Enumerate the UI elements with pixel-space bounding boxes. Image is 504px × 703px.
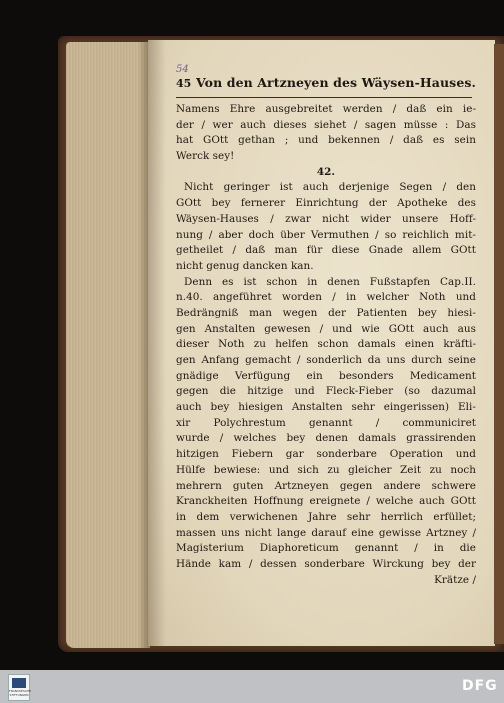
text-line: Hände kam / dessen sonderbare Wirckung bey der [176,557,476,570]
text-line: massen uns nicht lange darauf eine gewisse Artzney / [176,526,476,539]
text-line: hitzigen Fiebern gar sonderbare Operation und [176,448,476,461]
text-line: nung / aber doch über Vermuthen / so reichlich mit- [176,228,476,241]
library-logo[interactable] [8,674,30,701]
text-line: Werck sey! [176,150,235,163]
text-line: Magisterium Diaphoreticum genannt / in die [176,542,476,555]
dfg-logo[interactable]: DFG [462,678,498,694]
text-line: dieser Noth zu helfen schon damals einen kräfti- [176,338,476,351]
text-line: GOtt bey fernerer Einrichtung der Apotheke des [176,197,476,210]
facing-page-edge [494,44,504,644]
library-logo-icon [12,678,26,688]
text-line: der / wer auch dieses siehet / sagen müsse : Das [176,118,476,131]
text-line: gen Anstalten gewesen / und wie GOtt auch aus [176,322,476,335]
text-line: getheilet / daß man für diese Gnade allem GOtt [176,244,476,257]
handwritten-page-number: 54 [176,64,189,75]
page-gutter-shadow [148,40,166,646]
text-line: Namens Ehre ausgebreitet werden / daß ein ie- [176,103,476,115]
text-line: Kranckheiten Hoffnung ereignete / welche auch GOtt [176,495,476,508]
text-line: Bedrängniß man wegen der Patienten bey hiesi- [176,306,476,319]
text-line: gnädige Verfügung ein besonders Medicament [176,369,476,382]
text-line: mehrern guten Artzneyen gegen andere schwere [176,479,476,492]
viewer-footer-bar [0,670,504,703]
running-head: Von den Artzneyen des Wäysen-Hauses. [196,75,476,90]
page-header [176,74,476,96]
text-line: nicht genug dancken kan. [176,259,314,272]
text-line: Wäysen-Hauses / zwar nicht wider unsere Hoff- [176,212,476,225]
text-line: xir Polychrestum genannt / communiciret [176,416,476,429]
page-edges [66,42,150,648]
printed-page-number: 45 [176,77,192,90]
section-number: 42. [316,165,336,178]
header-rule [176,97,472,98]
text-line: gegen die hitzige und Fleck-Fieber (so dazumal [176,385,476,398]
text-line: auch bey hiesigen Anstalten sehr eingerissen) Eli- [176,401,476,414]
text-line: Krätze / [434,573,476,586]
text-line: n.40. angeführet worden / in welcher Noth und [176,291,476,304]
text-line: wurde / welches bey denen damals grassirenden [176,432,476,445]
text-line: Nicht geringer ist auch derjenige Segen / den [184,181,476,194]
text-line: hat GOtt gethan ; und bekennen / daß es sein [176,134,476,147]
library-logo-caption: FRANCKESCHE STIFTUNGEN [9,689,32,697]
text-line: in dem verwichenen Jahre sehr herrlich erfüllet; [176,510,476,523]
text-line: gen Anfang gemacht / sonderlich da uns durch seine [176,354,476,366]
body-text [176,102,476,588]
text-line: Hülfe bewiese: und sich zu gleicher Zeit zu noch [176,463,476,476]
text-line: Denn es ist schon in denen Fußstapfen Cap.II. [184,275,476,288]
